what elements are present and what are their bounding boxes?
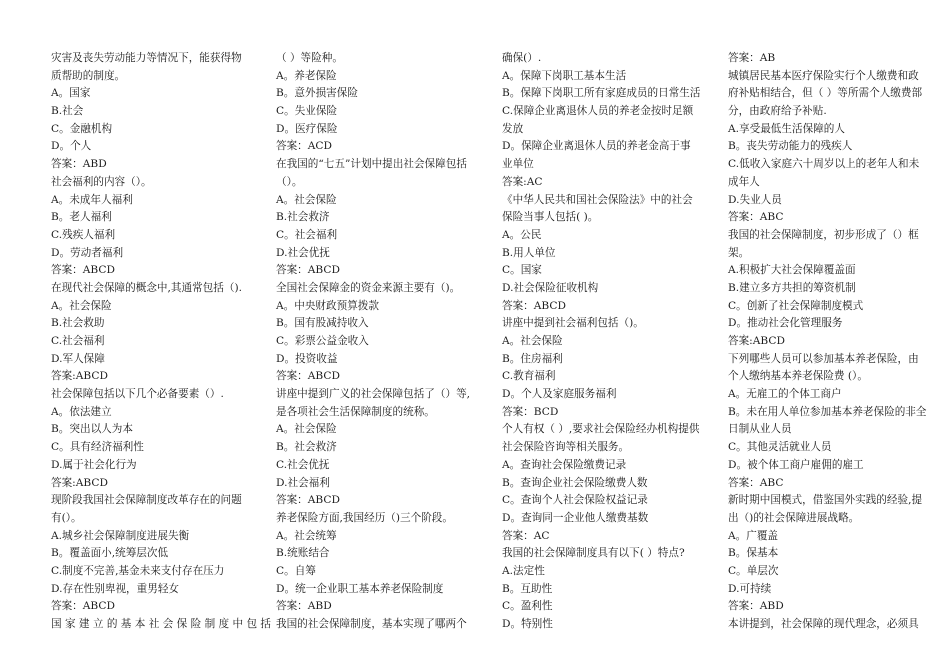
text-line: 有(）。 xyxy=(51,511,82,524)
text-line: 答案：AC xyxy=(502,529,550,542)
text-line: D.军人保障 xyxy=(51,352,105,365)
text-line: B。保基本 xyxy=(728,547,779,560)
text-line: 答案：BCD xyxy=(502,405,559,418)
text-line: D。特别性 xyxy=(502,618,553,630)
text-line: 城镇居民基本医疗保险实行个人缴费和政 xyxy=(728,69,919,82)
text-line: A。社会统筹 xyxy=(276,529,337,542)
text-line: 分，由政府给予补贴. xyxy=(728,105,827,118)
text-line: 答案：ABD xyxy=(728,600,784,613)
text-line: 发放 xyxy=(502,122,524,135)
text-line: D。推动社会化管理服务 xyxy=(728,317,843,330)
text-line: 成年人 xyxy=(728,175,760,188)
text-line: 灾害及丧失劳动能力等情况下，能获得物 xyxy=(51,52,242,64)
text-line: 质帮助的制度。 xyxy=(51,69,126,82)
text-line: D.失业人员 xyxy=(728,193,782,206)
text-line: 在我国的“七五”计划中提出社会保障包括 xyxy=(276,158,467,171)
text-line: A。国家 xyxy=(51,87,91,100)
text-line: B。保障下岗职工所有家庭成员的日常生活 xyxy=(502,87,701,100)
text-line: C。其他灵活就业人员 xyxy=(728,441,832,454)
text-line: 《中华人民共和国社会保险法》中的社会 xyxy=(502,193,693,206)
text-line: 在现代社会保障的概念中,其通常包括（). xyxy=(51,281,242,294)
text-line: C.教育福利 xyxy=(502,370,556,383)
text-line: 是各项社会生活保障制度的统称。 xyxy=(276,405,435,418)
text-line: B。意外损害保险 xyxy=(276,87,358,100)
text-line: D。劳动者福利 xyxy=(51,246,124,259)
text-line: B。丧失劳动能力的残疾人 xyxy=(728,140,853,153)
text-column-2 xyxy=(276,50,471,634)
text-column-3 xyxy=(502,50,701,634)
text-line: 国 家 建 立 的 基 本 社 会 保 险 制 度 中 包 括 xyxy=(51,618,272,630)
text-line: 答案：ABCD xyxy=(51,600,116,613)
text-line: A。保障下岗职工基本生活 xyxy=(502,69,627,82)
text-line: C.低收入家庭六十周岁以上的老年人和未 xyxy=(728,158,920,171)
text-line: C。创新了社会保障制度模式 xyxy=(728,299,864,312)
text-line: 社会福利的内容（）。 xyxy=(51,175,152,188)
text-line: 答案：ABCD xyxy=(276,264,341,277)
text-line: 答案：ABC xyxy=(728,476,784,489)
text-line: C。国家 xyxy=(502,264,542,277)
text-line: B.用人单位 xyxy=(502,246,556,259)
text-line: D。查询同一企业他人缴费基数 xyxy=(502,511,649,524)
text-line: 确保(）. xyxy=(502,52,542,64)
text-line: B。老人福利 xyxy=(51,211,112,224)
text-line: A.享受最低生活保障的人 xyxy=(728,122,845,135)
text-line: 现阶段我国社会保障制度改革存在的问题 xyxy=(51,494,242,507)
text-line: B。社会救济 xyxy=(276,441,337,454)
text-line: B.统账结合 xyxy=(276,547,330,560)
text-line: 保险当事人包括( )。 xyxy=(502,211,599,224)
text-line: 架。 xyxy=(728,246,750,259)
text-line: 答案：ABC xyxy=(728,211,784,224)
text-line: A.法定性 xyxy=(502,564,545,577)
text-line: 答案：ABCD xyxy=(276,494,341,507)
text-line: 个人缴纳基本养老保险费 (）。 xyxy=(728,370,868,383)
text-line: A。社会保险 xyxy=(276,193,337,206)
text-line: B。互助性 xyxy=(502,582,553,595)
text-line: C.社会优抚 xyxy=(276,458,330,471)
text-line: A。无雇工的个体工商户 xyxy=(728,388,842,401)
text-line: （）。 xyxy=(276,175,303,188)
text-line: C。金融机构 xyxy=(51,122,113,135)
text-line: D。个人 xyxy=(51,140,92,153)
text-line: 下列哪些人员可以参加基本养老保险，由 xyxy=(728,352,919,365)
text-line: B。国有股减持收入 xyxy=(276,317,369,330)
text-line: 新时期中国模式，借鉴国外实践的经验,提 xyxy=(728,494,923,507)
text-line: 答案：ABCD xyxy=(276,370,341,383)
text-line: B.社会 xyxy=(51,105,84,118)
text-line: 答案：ABCD xyxy=(51,264,116,277)
text-line: 答案：ACD xyxy=(276,140,333,153)
text-line: A。养老保险 xyxy=(276,69,337,82)
text-line: D。保障企业离退休人员的养老金高于事 xyxy=(502,140,691,153)
text-line: A。查询社会保险缴费记录 xyxy=(502,458,627,471)
text-line: C。单层次 xyxy=(728,564,779,577)
text-column-1 xyxy=(51,50,272,634)
text-line: C.制度不完善,基金未来支付存在压力 xyxy=(51,564,225,577)
text-line: D。被个体工商户雇佣的雇工 xyxy=(728,458,864,471)
text-line: D.社会优抚 xyxy=(276,246,330,259)
text-line: 社会保险咨询等相关服务。 xyxy=(502,441,630,454)
text-line: B.社会救济 xyxy=(276,211,330,224)
text-line: B。未在用人单位参加基本养老保险的非全 xyxy=(728,405,927,418)
text-line: D。个人及家庭服务福利 xyxy=(502,388,617,401)
text-line: A。广覆盖 xyxy=(728,529,779,542)
text-line: 全国社会保障金的资金来源主要有（)。 xyxy=(276,281,461,294)
text-line: A。依法建立 xyxy=(51,405,112,418)
text-line: A。未成年人福利 xyxy=(51,193,133,206)
text-line: B。住房福利 xyxy=(502,352,563,365)
text-line: B。覆盖面小,统筹层次低 xyxy=(51,547,169,560)
text-line: 个人有权（ ）,要求社会保险经办机构提供 xyxy=(502,423,700,436)
text-line: C.保障企业离退休人员的养老金按时足额 xyxy=(502,105,694,118)
text-line: 讲座中提到社会福利包括（)。 xyxy=(502,317,644,330)
text-line: 答案：ABCD xyxy=(502,299,567,312)
text-line: 答案:ABCD xyxy=(51,370,108,383)
text-line: B.社会救助 xyxy=(51,317,105,330)
text-line: D.属于社会化行为 xyxy=(51,458,137,471)
text-line: 社会保障包括以下几个必备要素（）. xyxy=(51,388,224,401)
text-line: 答案:ABCD xyxy=(728,335,785,347)
text-line: C。彩票公益金收入 xyxy=(276,335,369,347)
text-line: A。社会保险 xyxy=(502,335,563,347)
text-line: 我国的社会保障制度，初步形成了（）框 xyxy=(728,228,919,241)
text-line: 日制从业人员 xyxy=(728,423,792,436)
text-column-4 xyxy=(728,50,927,634)
text-line: 业单位 xyxy=(502,158,534,171)
text-line: 讲座中提到广义的社会保障包括了（）等, xyxy=(276,388,471,401)
text-line: B.建立多方共担的筹资机制 xyxy=(728,281,856,294)
text-line: C。盈利性 xyxy=(502,600,553,613)
text-line: 我国的社会保障制度具有以下( ）特点? xyxy=(502,547,685,560)
text-line: C。社会福利 xyxy=(276,228,338,241)
text-line: 本讲提到，社会保障的现代理念，必须具 xyxy=(728,618,919,630)
text-line: 我国的社会保障制度，基本实现了哪两个 xyxy=(276,618,467,630)
text-line: 答案：ABD xyxy=(51,158,107,171)
text-line: C。失业保险 xyxy=(276,105,338,118)
text-line: D.社会福利 xyxy=(276,476,330,489)
text-line: 养老保险方面,我国经历（)三个阶段。 xyxy=(276,511,453,524)
text-line: C.社会福利 xyxy=(51,335,105,347)
text-line: C。查询个人社会保险权益记录 xyxy=(502,494,648,507)
text-line: A.积极扩大社会保障覆盖面 xyxy=(728,264,856,277)
text-line: D。统一企业职工基本养老保险制度 xyxy=(276,582,444,595)
text-line: C。具有经济福利性 xyxy=(51,441,144,454)
text-line: 出（)的社会保障进展战略。 xyxy=(728,511,860,524)
text-line: 府补贴相结合，但（ ）等所需个人缴费部 xyxy=(728,87,923,100)
text-line: C.残疾人福利 xyxy=(51,228,116,241)
text-line: 答案：ABD xyxy=(276,600,332,613)
text-line: A。社会保险 xyxy=(51,299,112,312)
text-line: 答案:ABCD xyxy=(51,476,108,489)
text-line: D.可持续 xyxy=(728,582,772,595)
text-line: D.存在性别卑视，重男轻女 xyxy=(51,582,180,595)
text-line: A.城乡社会保障制度进展失衡 xyxy=(51,529,190,542)
text-line: D。投资收益 xyxy=(276,352,338,365)
text-line: B。突出以人为本 xyxy=(51,423,133,436)
text-line: 答案:AC xyxy=(502,175,543,188)
text-line: C。自筹 xyxy=(276,564,316,577)
text-line: B。查询企业社会保险缴费人数 xyxy=(502,476,648,489)
text-line: A。公民 xyxy=(502,228,542,241)
text-line: （ ）等险种。 xyxy=(276,52,343,64)
text-line: A。社会保险 xyxy=(276,423,337,436)
text-line: 答案：AB xyxy=(728,52,776,64)
text-line: A。中央财政预算拨款 xyxy=(276,299,379,312)
text-line: D。医疗保险 xyxy=(276,122,338,135)
text-line: D.社会保险征收机构 xyxy=(502,281,599,294)
